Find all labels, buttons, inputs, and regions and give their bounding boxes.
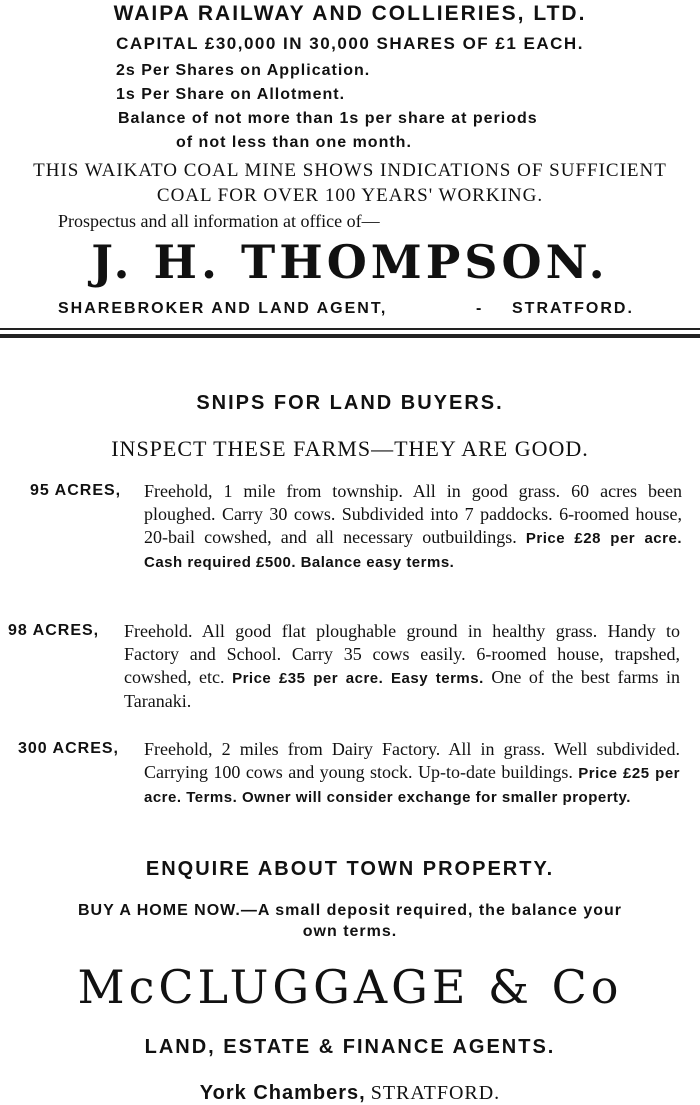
prospectus-line: Prospectus and all information at office of—	[58, 211, 380, 231]
snips-heading: SNIPS FOR LAND BUYERS.	[196, 392, 504, 414]
farm-98-text: Freehold. All good flat ploughable ground in healthy grass. Handy to Factory and School. Carry 35 cows easily. 6-roomed house, trapshed, cowshed, etc.	[124, 621, 680, 687]
farm-98-label: 98 ACRES,	[8, 622, 100, 639]
coal-notice-line2: COAL FOR OVER 100 YEARS' WORKING.	[156, 185, 544, 206]
farm-95-price: Price £28 per acre. Cash required £500.	[144, 530, 682, 571]
firm-address-town: STRATFORD.	[370, 1082, 501, 1104]
agent-name: J. H. THOMPSON.	[91, 235, 609, 289]
firm-occupation: LAND, ESTATE & FINANCE AGENTS.	[144, 1036, 556, 1058]
agent-town: STRATFORD.	[512, 300, 634, 317]
share-term-application: 2s Per Shares on Application.	[116, 62, 371, 79]
capital-line: CAPITAL £30,000 IN 30,000 SHARES OF £1 EACH.	[116, 34, 584, 53]
agent-occupation: SHAREBROKER AND LAND AGENT,	[58, 300, 388, 317]
share-term-balance: Balance of not more than 1s per share at periods	[118, 110, 538, 127]
firm-address-street: York Chambers,	[199, 1082, 366, 1104]
farm-95-label: 95 ACRES,	[30, 482, 122, 499]
inspect-subheading: INSPECT THESE FARMS—THEY ARE GOOD.	[111, 436, 589, 461]
firm-name: McCLUGGAGE & Co	[77, 960, 623, 1014]
farm-95-description	[144, 480, 682, 574]
share-term-period: of not less than one month.	[176, 134, 412, 151]
farm-300-description	[144, 738, 680, 809]
share-term-allotment: 1s Per Share on Allotment.	[116, 86, 346, 103]
farm-300-label: 300 ACRES,	[18, 740, 119, 757]
waipa-advertisement	[0, 0, 700, 328]
farm-300-price: Price £25 per acre. Terms. Owner will consider exchange for smaller property.	[144, 765, 681, 806]
farm-300-text: Freehold, 2 miles from Dairy Factory. All in grass. Well subdivided. Carrying 100 cows and young stock. Up-to-date buildings.	[144, 739, 680, 782]
mccluggage-advertisement	[0, 340, 700, 1104]
buy-home-line1: BUY A HOME NOW.—A small deposit required, the balance your	[77, 902, 622, 919]
firm-address	[0, 1082, 700, 1105]
farm-98-description	[124, 620, 680, 713]
farm-95-text: Freehold, 1 mile from township. All in good grass. 60 acres been ploughed. Carry 30 cows. Subdivided into 7 paddocks. 6-roomed house, 20-bail cowshed, and all necessary outbuildings.	[144, 481, 682, 547]
coal-notice-line1: THIS WAIKATO COAL MINE SHOWS INDICATIONS OF SUFFICIENT	[33, 160, 667, 181]
company-title: WAIPA RAILWAY AND COLLIERIES, LTD.	[113, 2, 587, 25]
enquire-heading: ENQUIRE ABOUT TOWN PROPERTY.	[145, 858, 555, 880]
divider-thin	[0, 328, 700, 330]
farm-98-price: Price £35 per acre. Easy terms.	[232, 670, 484, 687]
footer-dash: -	[476, 300, 484, 317]
farm-98-tail: One of the best farms in Taranaki.	[124, 667, 681, 711]
farm-95-tail: Balance easy terms.	[300, 554, 455, 571]
buy-home-line2: own terms.	[302, 923, 398, 940]
divider-thick	[0, 334, 700, 338]
buy-home-notice	[0, 900, 700, 942]
